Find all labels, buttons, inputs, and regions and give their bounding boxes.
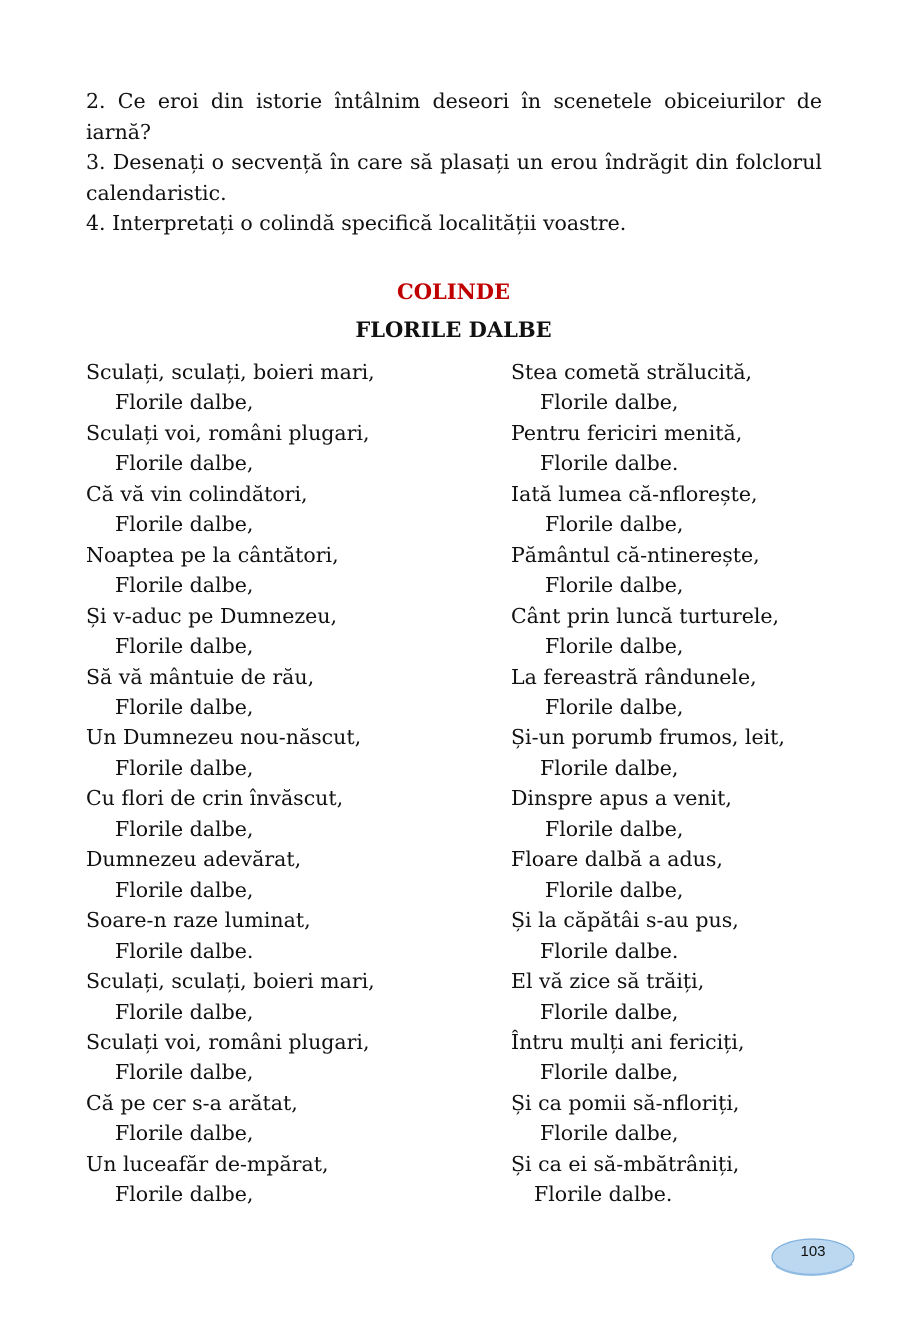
section-title: COLINDE xyxy=(396,279,510,304)
refrain-line: Florile dalbe, xyxy=(545,877,684,902)
verse-line: Pământul că-ntinerește, xyxy=(511,542,760,567)
verse-line: Și la căpătâi s-au pus, xyxy=(511,908,739,933)
verse-line: Să vă mântuie de rău, xyxy=(86,664,315,689)
refrain-line: Florile dalbe, xyxy=(545,694,684,719)
refrain-line: Florile dalbe, xyxy=(545,816,684,841)
refrain-line: Florile dalbe, xyxy=(115,1121,254,1146)
verse-line: Dinspre apus a venit, xyxy=(511,786,732,811)
verse-line: Și v-aduc pe Dumnezeu, xyxy=(86,603,338,628)
verse-line: Sculați voi, români plugari, xyxy=(86,1029,370,1054)
verse-line: Că vă vin colindători, xyxy=(86,481,308,506)
questions-list xyxy=(86,86,822,239)
question-2: 2. Ce eroi din istorie întâlnim deseori în scenetele obiceiurilor de iarnă? xyxy=(86,89,822,144)
page-number: 103 xyxy=(800,1243,826,1260)
lyrics-left-column xyxy=(86,357,486,1210)
verse-line: Iată lumea că-nflorește, xyxy=(511,481,758,506)
refrain-line: Florile dalbe, xyxy=(545,573,684,598)
refrain-line: Florile dalbe, xyxy=(540,999,679,1024)
verse-line: Cânt prin luncă turturele, xyxy=(511,603,780,628)
verse-line: Sculați voi, români plugari, xyxy=(86,420,370,445)
verse-line: Întru mulți ani fericiți, xyxy=(511,1029,745,1054)
verse-line: El vă zice să trăiți, xyxy=(511,969,705,994)
refrain-line: Florile dalbe, xyxy=(115,573,254,598)
refrain-line: Florile dalbe, xyxy=(115,816,254,841)
verse-line: Dumnezeu adevărat, xyxy=(86,847,302,872)
lyrics-right-column xyxy=(511,357,841,1210)
refrain-line: Florile dalbe, xyxy=(540,755,679,780)
verse-line: Un luceafăr de-mpărat, xyxy=(86,1151,329,1176)
verse-line: Și ca ei să-mbătrâniți, xyxy=(511,1151,740,1176)
refrain-line: Florile dalbe, xyxy=(115,755,254,780)
refrain-line: Florile dalbe. xyxy=(540,938,679,963)
refrain-line: Florile dalbe. xyxy=(540,451,679,476)
refrain-line: Florile dalbe, xyxy=(115,512,254,537)
refrain-line: Florile dalbe, xyxy=(540,1060,679,1085)
refrain-line: Florile dalbe, xyxy=(540,390,679,415)
verse-line: Stea cometă strălucită, xyxy=(511,360,753,384)
refrain-line: Florile dalbe, xyxy=(115,694,254,719)
verse-line: La fereastră rândunele, xyxy=(511,664,757,689)
verse-line: Pentru fericiri menită, xyxy=(511,420,743,445)
verse-line: Cu flori de crin învăscut, xyxy=(86,786,344,811)
refrain-line: Florile dalbe, xyxy=(545,634,684,659)
verse-line: Soare-n raze luminat, xyxy=(86,908,311,933)
refrain-line: Florile dalbe, xyxy=(115,1060,254,1085)
verse-line: Și-un porumb frumos, leit, xyxy=(511,725,785,750)
refrain-line: Florile dalbe, xyxy=(545,512,684,537)
verse-line: Că pe cer s-a arătat, xyxy=(86,1090,298,1115)
refrain-line: Florile dalbe, xyxy=(115,999,254,1024)
verse-line: Sculați, sculați, boieri mari, xyxy=(86,969,375,994)
song-title: FLORILE DALBE xyxy=(355,317,552,342)
refrain-line: Florile dalbe. xyxy=(534,1182,673,1207)
verse-line: Sculați, sculați, boieri mari, xyxy=(86,360,375,384)
verse-line: Floare dalbă a adus, xyxy=(511,847,723,872)
question-3: 3. Desenați o secvență în care să plasați un erou îndrăgit din folclorul calendaristic. xyxy=(86,150,822,205)
refrain-line: Florile dalbe. xyxy=(115,938,254,963)
refrain-line: Florile dalbe, xyxy=(115,634,254,659)
refrain-line: Florile dalbe, xyxy=(115,451,254,476)
question-4: 4. Interpretați o colindă specifică localității voastre. xyxy=(86,211,627,235)
refrain-line: Florile dalbe, xyxy=(540,1121,679,1146)
verse-line: Și ca pomii să-nfloriți, xyxy=(511,1090,740,1115)
refrain-line: Florile dalbe, xyxy=(115,1182,254,1207)
refrain-line: Florile dalbe, xyxy=(115,877,254,902)
refrain-line: Florile dalbe, xyxy=(115,390,254,415)
verse-line: Noaptea pe la cântători, xyxy=(86,542,339,567)
verse-line: Un Dumnezeu nou-născut, xyxy=(86,725,362,750)
